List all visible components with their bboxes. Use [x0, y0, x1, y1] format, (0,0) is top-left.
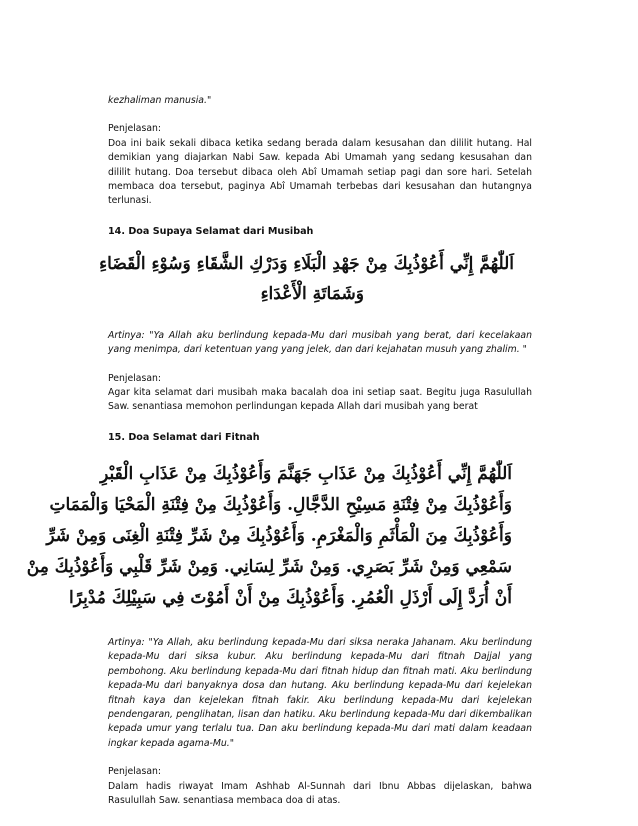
doa-14-penjelasan-text: Agar kita selamat dari musibah maka bacalah doa ini setiap saat. Begitu juga Rasulullah Saw. senantiasa memohon perlindungan kepada Allah dari musibah yang berat: [108, 387, 532, 413]
arabic-line: اَللّٰهُمَّ إِنِّي أَعُوْذُبِكَ مِنْ عَذَابِ جَهَنَّمَ وَأَعُوْذُبِكَ مِنْ عَذَابِ الْقَبْرِ: [100, 463, 512, 484]
arabic-line: سَمْعِي وَمِنْ شَرِّ بَصَرِي. وَمِنْ شَرِّ لِسَانِي. وَمِنْ شَرِّ قَلْبِي وَأَعُوْذُبِكَ مِنْ: [26, 556, 512, 577]
doa-15-penjelasan-label: Penjelasan:: [108, 766, 162, 778]
arabic-line: وَشَمَاتَةِ الْأَعْدَاءِ: [260, 283, 364, 304]
arabic-line: وَأَعُوْذُبِكَ مِنَ الْمَأْثَمِ وَالْمَغْرَمِ. وَأَعُوْذُبِكَ مِنْ شَرِّ فِتْنَةِ الْغِنَى وَمِنْ شَرِّ: [46, 525, 512, 546]
arabic-line: أَنْ أُرَدَّ إِلَى أَرْذَلِ الْعُمُرِ. وَأَعُوْذُبِكَ مِنْ أَنْ أَمُوْتَ فِي سَبِيْلِكَ مُدْبِرًا: [69, 587, 512, 608]
intro-tail-text: kezhaliman manusia.": [108, 95, 212, 106]
doa-14-title: 14. Doa Supaya Selamat dari Musibah: [108, 225, 314, 237]
arabic-line: وَأَعُوْذُبِكَ مِنْ فِتْنَةِ مَسِيْحِ الدَّجَّالِ. وَأَعُوْذُبِكَ مِنْ فِتْنَةِ الْمَحْيَا وَالْمَمَاتِ: [49, 494, 512, 515]
penjelasan-text: Doa ini baik sekali dibaca ketika sedang berada dalam kesusahan dan dililit hutang. Hal demikian yang diajarkan Nabi Saw. kepada Abi Umamah yang sedang kesusahan dan dililit hutang. Doa tersebut dibaca oleh Abî Umamah setiap pagi dan sore hari. Setelah membaca doa tersebut, paginya Abî Umamah terbebas dari kesusahan dan hutangnya terlunasi.: [108, 137, 532, 207]
doa-15-title: 15. Doa Selamat dari Fitnah: [108, 431, 260, 443]
doa-14-penjelasan-label: Penjelasan:: [108, 372, 162, 384]
doa-14-arabic: [99, 249, 532, 309]
doa-15-artinya: Artinya: "Ya Allah, aku berlindung kepada-Mu dari siksa neraka Jahanam. Aku berlindung kepada-Mu dari siksa kubur. Aku berlindung kepada-Mu dari fitnah Dajjal yang pembohong. Aku berlindung kepada-Mu dari fitnah hidup dan fitnah mati. Aku berlindung kepada-Mu dari banyaknya dosa dan hutang. Aku berlindung kepada-Mu dari kejelekan fitnah kaya dan kejelekan fitnah fakir. Aku berlindung kepada-Mu dari kejelekan pendengaran, penglihatan, lisan dan hatiku. Aku berlindung kepada-Mu dari dikembalikan kepada umur yang terlalu tua. Dan aku berlindung kepada-Mu dari mati dalam keadaan ingkar kepada agama-Mu.": [108, 636, 532, 749]
doa-15-penjelasan-text: Dalam hadis riwayat Imam Ashhab Al-Sunnah dari Ibnu Abbas dijelaskan, bahwa Rasulullah Saw. senantiasa membaca doa di atas.: [108, 780, 532, 806]
penjelasan-label: Penjelasan:: [108, 123, 162, 135]
doa-14-artinya: Artinya: "Ya Allah aku berlindung kepada-Mu dari musibah yang berat, dari kecelakaan yang menimpa, dari ketentuan yang yang jelek, dan dari kejahatan musuh yang zhalim. ": [108, 329, 532, 356]
document-page: [26, 94, 532, 808]
arabic-line: اَللّٰهُمَّ إِنِّي أَعُوْذُبِكَ مِنْ جَهْدِ الْبَلَاءِ وَدَرْكِ الشَّقَاءِ وَسُوْءِ الْقَضَاءِ: [99, 253, 514, 274]
doa-15-arabic: [26, 459, 532, 614]
